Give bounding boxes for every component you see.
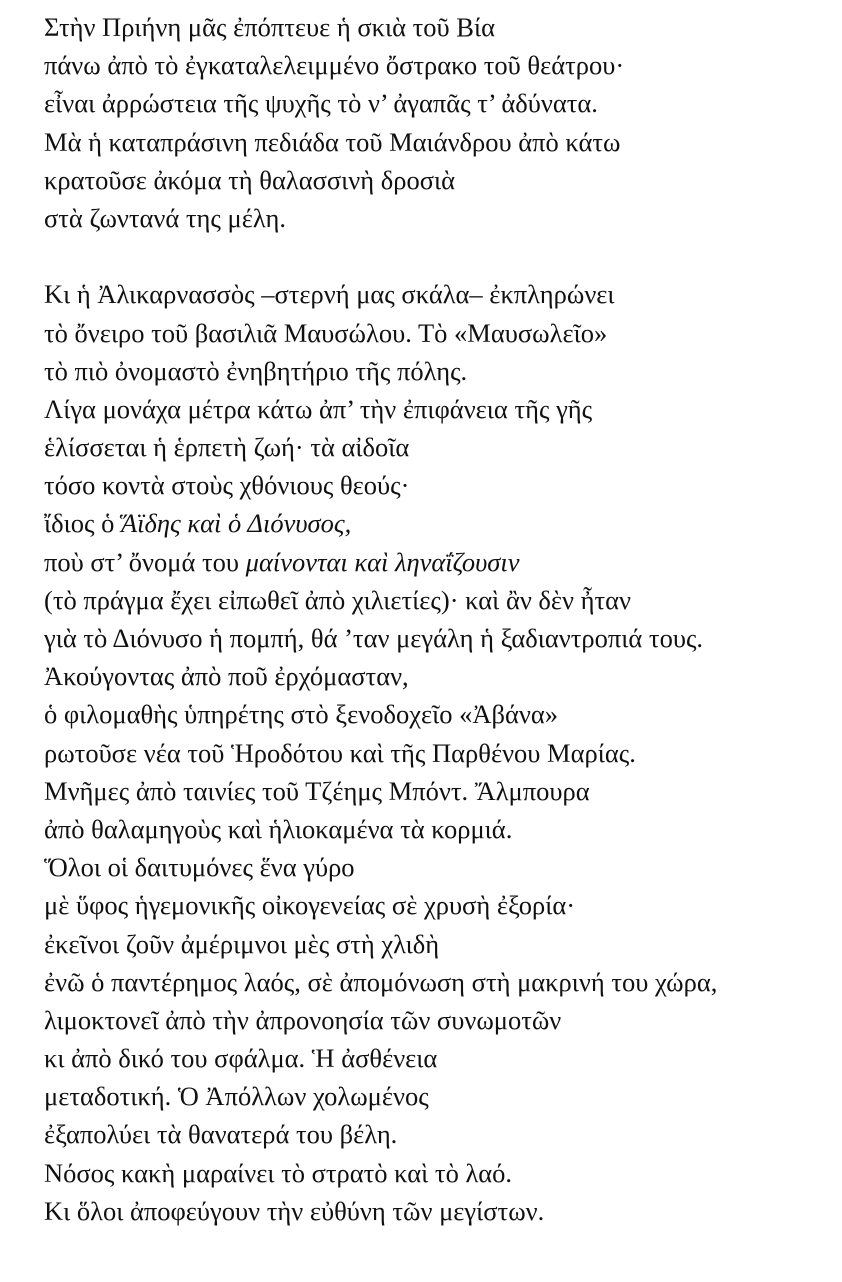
stanza-1 — [44, 8, 834, 237]
poem-line: Μὰ ἡ καταπράσινη πεδιάδα τοῦ Μαιάνδρου ἀπὸ κάτω — [44, 126, 621, 157]
poem-line: κρατοῦσε ἀκόμα τὴ θαλασσινὴ δροσιὰ — [44, 164, 456, 195]
poem-line: ἀπὸ θαλαμηγοὺς καὶ ἡλιοκαμένα τὰ κορμιά. — [44, 813, 513, 844]
line-text: ποὺ στ’ ὄνομά του — [44, 546, 246, 577]
poem-line — [44, 1230, 834, 1268]
poem-line: Νόσος κακὴ μαραίνει τὸ στρατὸ καὶ τὸ λαό. — [44, 1157, 513, 1188]
poem-line: μὲ ὕφος ἡγεμονικῆς οἰκογενείας σὲ χρυσὴ ἐξορία· — [44, 890, 576, 921]
poem-line: Ἀκούγοντας ἀπὸ ποῦ ἐρχόμασταν, — [44, 661, 409, 692]
poem-line: Λίγα μονάχα μέτρα κάτω ἀπ’ τὴν ἐπιφάνεια τῆς γῆς — [44, 393, 593, 424]
poem-line: εἶναι ἀρρώστεια τῆς ψυχῆς τὸ ν’ ἀγαπᾶς τ’ ἀδύνατα. — [44, 88, 598, 119]
poem-line: ἐνῶ ὁ παντέρημος λαός, σὲ ἀπομόνωση στὴ μακρινή του χώρα, — [44, 966, 718, 997]
line-text: ἴδιος ὁ — [44, 508, 121, 539]
italic-phrase: Ἅϊδης καὶ ὁ Διόνυσος, — [121, 508, 352, 539]
stanza-2 — [44, 275, 834, 1268]
poem-line: Στὴν Πριήνη μᾶς ἐπόπτευε ἡ σκιὰ τοῦ Βία — [44, 12, 495, 42]
poem-line: ἑλίσσεται ἡ ἑρπετὴ ζωή· τὰ αἰδοῖα — [44, 432, 410, 463]
poem-line: γιὰ τὸ Διόνυσο ἡ πομπή, θά ’ταν μεγάλη ἡ ξαδιαντροπιά τους. — [44, 623, 704, 653]
poem-line-with-italic — [44, 543, 834, 581]
poem-line-with-italic — [44, 504, 834, 542]
poem-line: τὸ πιὸ ὀνομαστὸ ἐνηβητήριο τῆς πόλης. — [44, 355, 468, 386]
italic-phrase: μαίνονται καὶ ληναΐζουσιν — [245, 546, 520, 577]
poem-line: λιμοκτονεῖ ἀπὸ τὴν ἀπρονοησία τῶν συνωμοτῶν — [44, 1004, 562, 1035]
poem-line: τὸ ὄνειρο τοῦ βασιλιᾶ Μαυσώλου. Τὸ «Μαυσωλεῖο» — [44, 317, 608, 348]
poem-line: πάνω ἀπὸ τὸ ἐγκαταλελειμμένο ὄστρακο τοῦ θεάτρου· — [44, 50, 625, 81]
poem-line: ἐξαπολύει τὰ θανατερά του βέλη. — [44, 1119, 398, 1150]
poem-line: Ὅλοι οἱ δαιτυμόνες ἕνα γύρο — [44, 852, 355, 883]
poem-line: ὁ φιλομαθὴς ὑπηρέτης στὸ ξενοδοχεῖο «Ἀβάνα» — [44, 699, 558, 730]
poem-line: κι ἀπὸ δικό του σφάλμα. Ἡ ἀσθένεια — [44, 1043, 438, 1074]
poem-line: ρωτοῦσε νέα τοῦ Ἡροδότου καὶ τῆς Παρθένου Μαρίας. — [44, 737, 636, 768]
poem-line: Κι ἡ Ἀλικαρνασσὸς –στερνή μας σκάλα– ἐκπληρώνει — [44, 279, 615, 310]
poem-line: Κι ὅλοι ἀποφεύγουν τὴν εὐθύνη τῶν μεγίστων. — [44, 1195, 545, 1226]
poem-text — [44, 8, 834, 1268]
poem-line: στὰ ζωντανά της μέλη. — [44, 202, 286, 233]
poem-line: Μνῆμες ἀπὸ ταινίες τοῦ Τζέημς Μπόντ. Ἄλμπουρα — [44, 775, 590, 806]
poem-line: τόσο κοντὰ στοὺς χθόνιους θεούς· — [44, 470, 410, 501]
poem-line: (τὸ πράγμα ἔχει εἰπωθεῖ ἀπὸ χιλιετίες)· καὶ ἂν δὲν ἦταν — [44, 584, 632, 615]
poem-line: μεταδοτική. Ὁ Ἀπόλλων χολωμένος — [44, 1081, 429, 1112]
poem-line: ἐκεῖνοι ζοῦν ἀμέριμνοι μὲς στὴ χλιδὴ — [44, 928, 440, 959]
